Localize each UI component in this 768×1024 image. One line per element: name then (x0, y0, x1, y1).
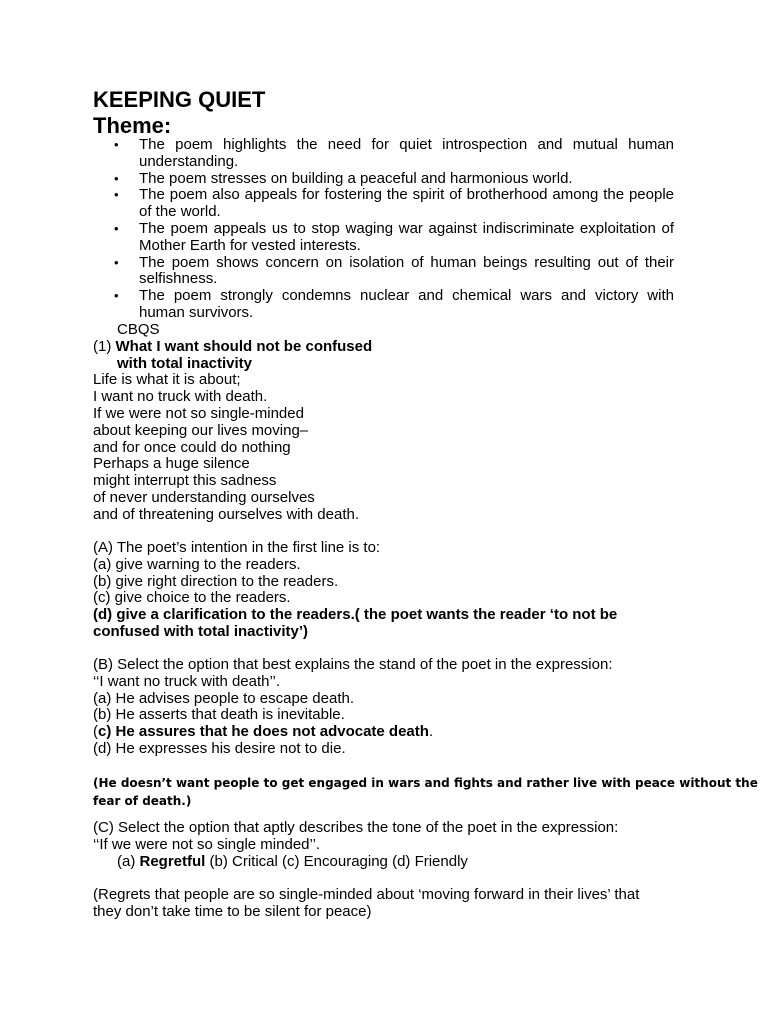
question-b-option: (b) He asserts that death is inevitable. (93, 706, 345, 724)
theme-heading: Theme: (93, 113, 172, 138)
document-title: KEEPING QUIET (93, 87, 266, 112)
theme-list (93, 137, 674, 322)
poem-line: I want no truck with death. (93, 388, 268, 406)
poem-line: and of threatening ourselves with death. (93, 505, 360, 523)
question-c-explanation: (Regrets that people are so single-minded about ‘moving forward in their lives’ that they don’t take time to be silent for peace) (93, 886, 640, 920)
question-c-quote: ‘‘If we were not so single minded’’. (93, 835, 321, 853)
question-a-option: (c) give choice to the readers. (93, 589, 291, 607)
poem-line: Life is what it is about; (93, 371, 241, 389)
theme-point: • The poem also appeals for fostering the spirit of brotherhood among the people of the world. (114, 186, 674, 221)
question-b-option: (d) He expresses his desire not to die. (93, 739, 346, 757)
poem-line: and for once could do nothing (93, 438, 291, 456)
theme-point: • The poem appeals us to stop waging war against indiscriminate exploitation of Mother Earth for vested interests. (114, 219, 674, 254)
question-b-option: (a) He advises people to escape death. (93, 689, 354, 707)
question-c-stem: (C) Select the option that aptly describes the tone of the poet in the expression: (93, 819, 619, 836)
question-b (93, 657, 683, 758)
question-a-option: (b) give right direction to the readers. (93, 572, 339, 590)
question-1-heading: (1) What I want should not be confused (93, 337, 373, 355)
bullet-icon: • (114, 220, 119, 236)
theme-point: • The poem shows concern on isolation of human beings resulting out of their selfishness. (114, 253, 674, 288)
question-a-answer-cont: confused with total inactivity’) (93, 622, 309, 640)
question-b-note: (He doesn’t want people to get engaged in wars and fights and rather live with peace without the fear of death.) (93, 776, 758, 808)
question-1-heading-cont: with total inactivity (117, 354, 253, 372)
poem-line: Perhaps a huge silence (93, 455, 250, 473)
question-b-answer: (c) He assures that he does not advocate death. (93, 723, 434, 741)
theme-point: • The poem stresses on building a peaceful and harmonious world. (114, 169, 573, 187)
bullet-icon: • (114, 187, 119, 203)
question-c (93, 820, 683, 870)
theme-point: • The poem strongly condemns nuclear and chemical wars and victory with human survivors. (114, 287, 674, 321)
poem-line: If we were not so single-minded (93, 404, 304, 422)
bullet-icon: • (114, 254, 119, 270)
question-a (93, 540, 683, 641)
question-a-option: (a) give warning to the readers. (93, 555, 301, 573)
question-a-stem: (A) The poet’s intention in the first line is to: (93, 539, 381, 556)
poem-line: about keeping our lives moving– (93, 421, 309, 439)
cbqs-label: CBQS (117, 321, 160, 338)
question-b-quote: ‘‘I want no truck with death’’. (93, 672, 281, 690)
poem-line: of never understanding ourselves (93, 488, 315, 506)
bullet-icon: • (114, 137, 119, 152)
poem-line: might interrupt this sadness (93, 472, 277, 490)
theme-point: • The poem highlights the need for quiet introspection and mutual human understanding. (114, 136, 674, 170)
bullet-icon: • (114, 170, 119, 186)
cbqs-section (93, 322, 683, 524)
question-c-options: (a) Regretful (b) Critical (c) Encouraging (d) Friendly (117, 852, 468, 870)
question-b-stem: (B) Select the option that best explains the stand of the poet in the expression: (93, 656, 613, 673)
question-a-answer: (d) give a clarification to the readers.( the poet wants the reader ‘to not be (93, 606, 618, 624)
bullet-icon: • (114, 288, 119, 304)
